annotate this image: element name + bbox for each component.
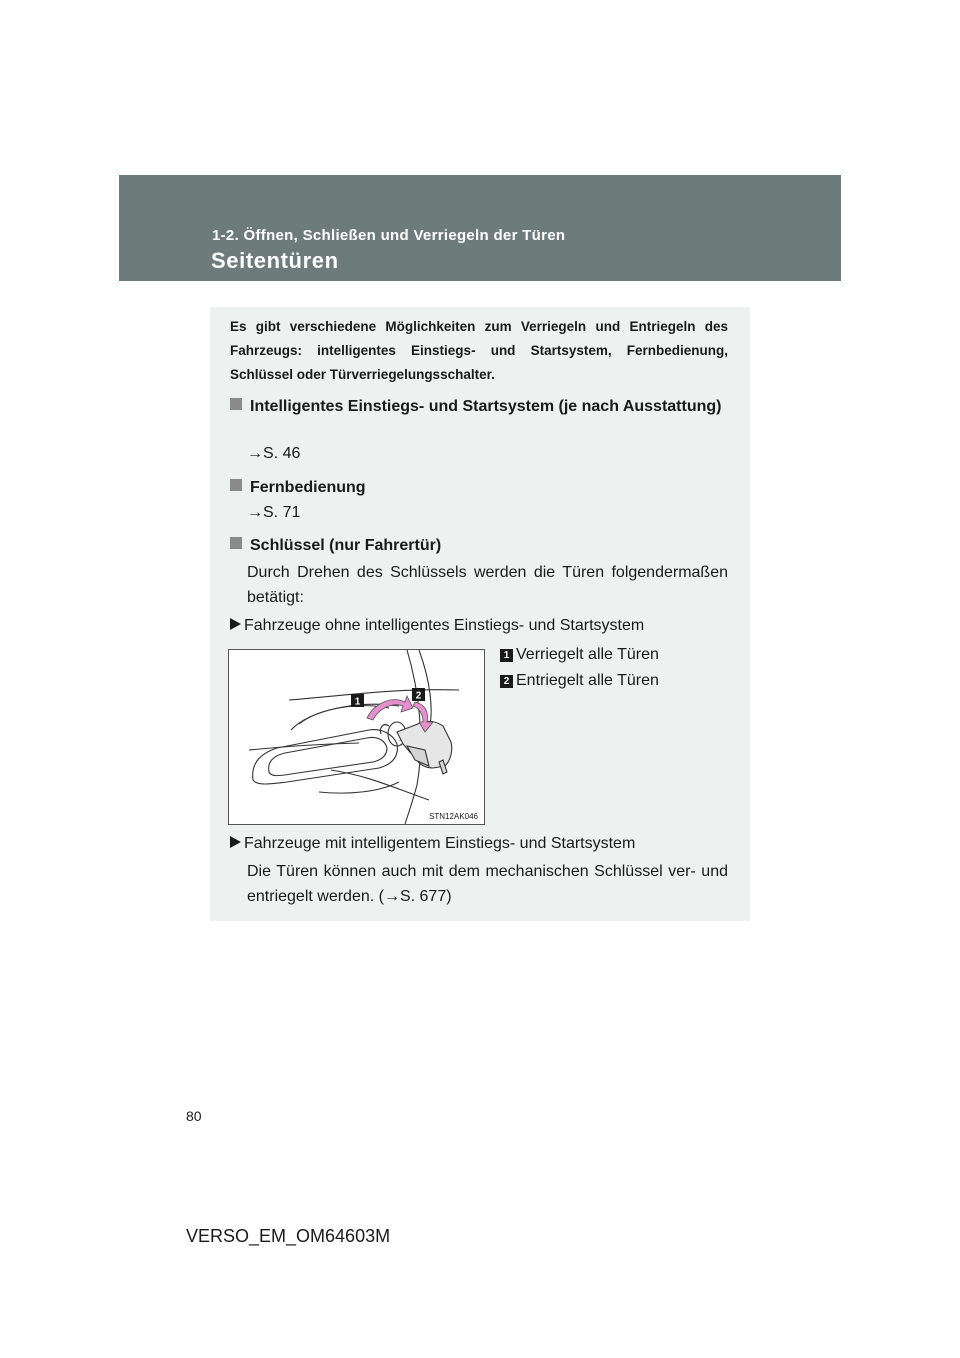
page-reference: →S. 46 <box>247 445 301 462</box>
door-handle-illustration <box>229 650 484 824</box>
svg-text:1: 1 <box>354 696 361 708</box>
page-title: Seitentüren <box>211 248 339 273</box>
svg-text:2: 2 <box>415 690 422 702</box>
page-reference: →S. 71 <box>247 504 301 521</box>
triangle-bullet-icon <box>230 836 241 848</box>
page-number: 80 <box>186 1108 202 1124</box>
triangle-bullet-icon <box>230 618 241 630</box>
callout-label-1 <box>351 694 364 708</box>
callout-lock: 1 Verriegelt alle Türen <box>500 644 659 666</box>
square-bullet-icon <box>230 537 242 549</box>
section-heading-remote: Fernbedienung <box>230 475 366 500</box>
callout-number: 2 <box>500 675 513 688</box>
section-label: 1-2. Öffnen, Schließen und Verriegeln der Türen <box>212 227 566 244</box>
mechanical-key-note: Die Türen können auch mit dem mechanischen Schlüssel ver- und entriegelt werden. (→S. 677) <box>247 863 728 905</box>
intro-text: Es gibt verschiedene Möglichkeiten zum Verriegeln und Entriegeln des Fahrzeugs: intelligentes Einstiegs- und Startsystem, Fernbedienung, Schlüssel oder Türverriegelungsschalter. <box>230 319 728 382</box>
callout-number: 1 <box>500 649 513 662</box>
section-heading-entry-system: Intelligentes Einstiegs- und Startsystem (je nach Ausstattung) <box>230 394 728 419</box>
callout-unlock: 2 Entriegelt alle Türen <box>500 670 659 692</box>
square-bullet-icon <box>230 479 242 491</box>
bullet-without-system: Fahrzeuge ohne intelligentes Einstiegs- und Startsystem <box>230 615 644 637</box>
key-description: Durch Drehen des Schlüssels werden die Türen folgendermaßen betätigt: <box>247 564 728 606</box>
content-box <box>210 307 750 921</box>
callout-label-2 <box>412 688 425 702</box>
door-handle-figure <box>228 649 485 825</box>
document-id: VERSO_EM_OM64603M <box>186 1226 391 1246</box>
bullet-with-system: Fahrzeuge mit intelligentem Einstiegs- und Startsystem <box>230 833 635 855</box>
figure-code: STN12AK046 <box>429 812 478 821</box>
header-band <box>119 175 841 281</box>
square-bullet-icon <box>230 398 242 410</box>
section-heading-key: Schlüssel (nur Fahrertür) <box>230 533 441 558</box>
